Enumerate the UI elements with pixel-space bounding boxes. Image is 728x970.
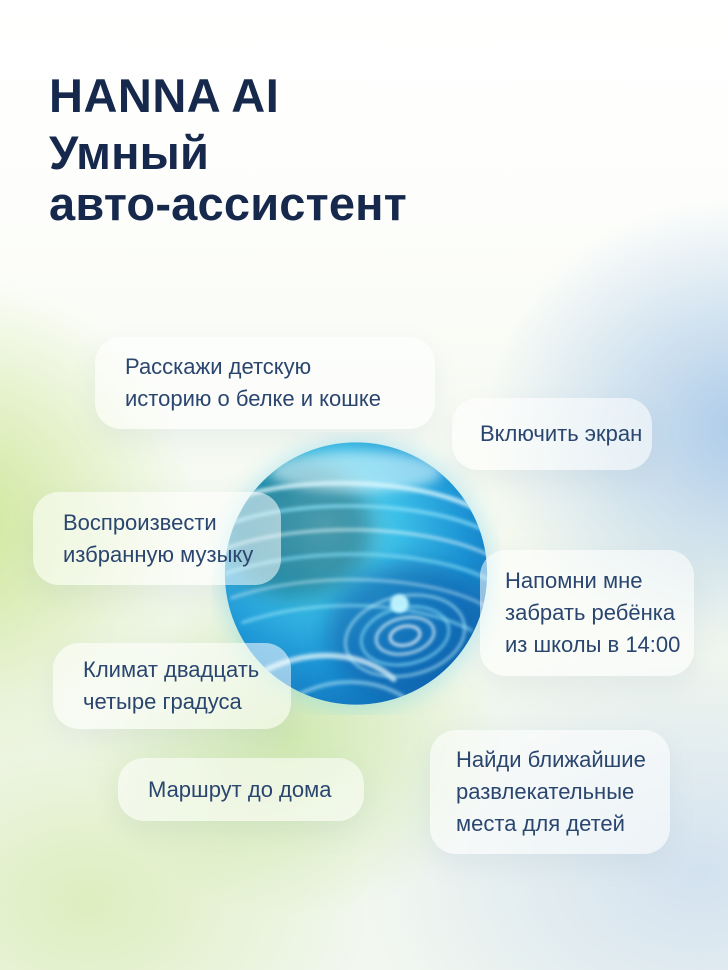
bubble-line: Включить экран (480, 421, 643, 446)
voice-bubble-climate (53, 643, 291, 729)
voice-bubble-route (118, 758, 364, 821)
bubble-line: из школы в 14:00 (505, 632, 681, 657)
bubble-line: развлекательные (456, 779, 635, 804)
bubble-line: Климат двадцать (83, 657, 260, 682)
voice-bubble-story (95, 337, 435, 429)
brand-title: HANNA AI (49, 69, 280, 122)
bubble-line: Напомни мне (505, 568, 643, 593)
poster-subtitle (49, 127, 407, 229)
bubble-line: Воспроизвести (63, 509, 217, 535)
bubble-line: четыре градуса (83, 689, 242, 714)
voice-bubble-screen (452, 398, 652, 470)
voice-bubble-places (430, 730, 670, 854)
bubble-line: забрать ребёнка (505, 600, 676, 625)
bubble-line: Найди ближайшие (456, 747, 646, 772)
voice-bubble-reminder (480, 550, 694, 676)
subtitle-line: Умный (49, 126, 210, 179)
subtitle-line: авто-ассистент (49, 177, 407, 230)
bubble-line: Расскажи детскую (125, 354, 312, 379)
title-block (49, 69, 407, 230)
bubble-line: историю о белке и кошке (125, 386, 382, 411)
bubble-line: Маршрут до дома (148, 776, 332, 802)
bubble-line: места для детей (456, 811, 625, 836)
bubble-line: избранную музыку (63, 541, 254, 567)
voice-bubble-music (33, 492, 281, 585)
